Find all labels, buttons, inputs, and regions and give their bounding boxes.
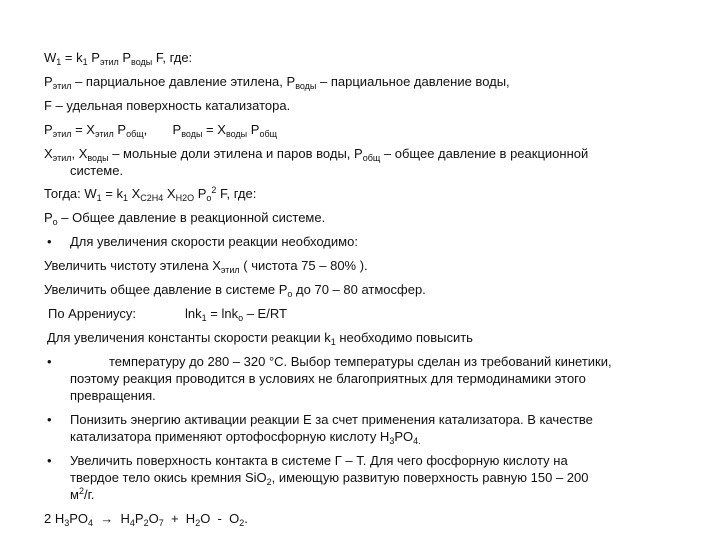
temperature-item-cont1: поэтому реакция проводится в условиях не благоприятных для термодинамики этого	[70, 371, 586, 386]
rate-constant-line: Для увеличения константы скорости реакции $k_1$ необходимо повысить	[47, 330, 473, 347]
contact-surface-item: Увеличить поверхность контакта в системе Г – Т. Для чего фосфорную кислоту на	[70, 453, 568, 468]
total-pressure-definition: $P_o$ – Общее давление в реакционной системе.	[44, 210, 326, 227]
contact-surface-item-cont2: $м^2/г$.	[70, 486, 95, 502]
bullet-icon: •	[47, 412, 52, 427]
then-equation-line: Тогда: $W_1 = k_1$ $X_{C2H4}$ $X_{H2O}$ $P_o^2$ F, где:	[44, 185, 257, 203]
arrhenius-equation: lnk$_1$ = lnk$_o$ – E/RT	[185, 306, 287, 323]
purity-line: Увеличить чистоту этилена $X_{этил}$ ( чистота 75 – 80% ).	[44, 258, 368, 275]
pressure-increase-line: Увеличить общее давление в системе $P_o$ до 70 – 80 атмосфер.	[44, 282, 426, 299]
rate-increase-heading: Для увеличения скорости реакции необходимо:	[70, 234, 358, 249]
surface-definition: F – удельная поверхность катализатора.	[44, 98, 291, 113]
bullet-icon: •	[47, 453, 52, 468]
catalyst-item: Понизить энергию активации реакции E за счет применения катализатора. В качестве	[70, 412, 593, 427]
mole-fraction-definition-cont: системе.	[70, 163, 124, 178]
partial-pressure-definition: $P_{этил}$ – парциальное давление этилена, $P_{воды}$ – парциальное давление воды,	[44, 74, 510, 91]
arrhenius-label: По Аррениусу:	[48, 306, 136, 321]
reaction-equation: 2 $H_3PO_4 \to H_4P_2O_7 + H_2O - O_2$.	[44, 511, 248, 528]
catalyst-item-cont: катализатора применяют ортофосфорную кислоту $H_3PO_{4.}$	[70, 429, 421, 446]
bullet-icon: •	[47, 234, 52, 249]
pressure-relations-line: $P_{этил} = X_{этил}$ $P_{общ}$, $P_{воды} = X_{воды}$ $P_{общ}$	[44, 122, 278, 139]
rate-equation-line: $W_1 = k_1$ $P_{этил}$ $P_{воды}$ F, где:	[44, 50, 193, 67]
bullet-icon: •	[47, 354, 52, 369]
temperature-item-cont2: превращения.	[70, 388, 156, 403]
temperature-item: температуру до 280 – 320 °С. Выбор температуры сделан из требований кинетики,	[109, 354, 612, 369]
contact-surface-item-cont1: твердое тело окись кремния SiO$_2$, имеющую развитую поверхность равную 150 – 200	[70, 470, 589, 487]
mole-fraction-definition: $X_{этил}$, $X_{воды}$ – мольные доли этилена и паров воды, $P_{общ}$ – общее давление в реакционной	[44, 146, 589, 163]
